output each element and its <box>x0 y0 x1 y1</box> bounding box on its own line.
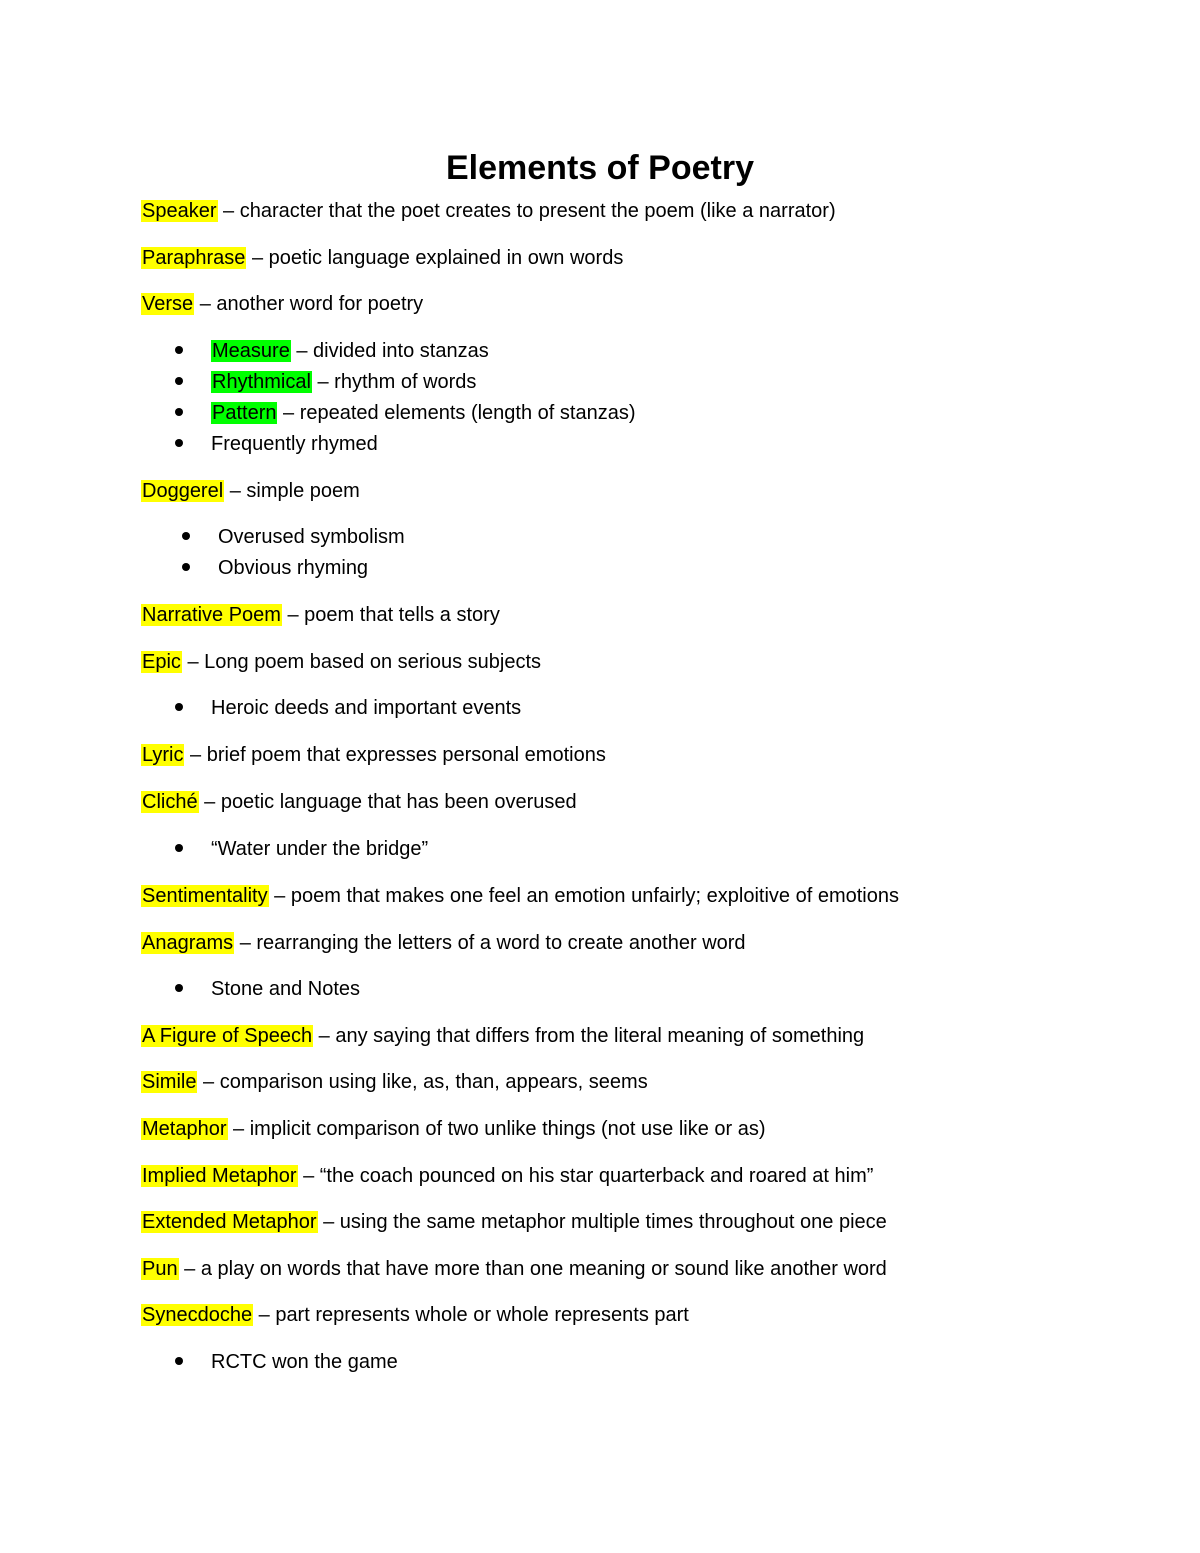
term-doggerel: Doggerel <box>142 480 224 502</box>
entry-extended-metaphor <box>141 1209 887 1235</box>
entry-lyric <box>141 742 606 768</box>
list-item-text: RCTC won the game <box>211 1351 398 1373</box>
definition: – repeated elements (length of stanzas) <box>277 402 636 424</box>
term-metaphor: Metaphor <box>142 1118 227 1140</box>
bullet-icon <box>182 563 190 571</box>
definition: – any saying that differs from the literal meaning of something <box>313 1025 865 1047</box>
list-item <box>175 695 521 721</box>
definition: – comparison using like, as, than, appears, seems <box>197 1071 648 1093</box>
term-lyric: Lyric <box>142 744 184 766</box>
bullet-icon <box>175 844 183 852</box>
entry-cliche <box>141 789 577 815</box>
definition: – poetic language explained in own words <box>246 247 624 269</box>
bullet-icon <box>175 377 183 385</box>
definition: – implicit comparison of two unlike things (not use like or as) <box>227 1118 766 1140</box>
definition: – divided into stanzas <box>290 340 489 362</box>
entry-epic <box>141 649 541 675</box>
list-item-pattern <box>175 400 635 426</box>
entry-metaphor <box>141 1116 766 1142</box>
list-item-rhythmical <box>175 369 476 395</box>
list-item-text: Obvious rhyming <box>218 557 369 579</box>
list-item-text: Frequently rhymed <box>211 433 378 455</box>
list-item <box>182 555 368 581</box>
definition: – character that the poet creates to present the poem (like a narrator) <box>217 200 836 222</box>
entry-doggerel <box>141 478 360 504</box>
term-narrative-poem: Narrative Poem <box>142 604 281 626</box>
definition: – rhythm of words <box>311 371 477 393</box>
bullet-icon <box>175 984 183 992</box>
term-speaker: Speaker <box>142 200 217 222</box>
list-item <box>175 1349 398 1375</box>
definition: – poetic language that has been overused <box>198 791 577 813</box>
list-item-measure <box>175 338 489 364</box>
list-item <box>175 976 360 1002</box>
entry-paraphrase <box>141 245 623 271</box>
term-paraphrase: Paraphrase <box>142 247 246 269</box>
entry-pun <box>141 1256 887 1282</box>
definition: – simple poem <box>224 480 360 502</box>
bullet-icon <box>175 408 183 416</box>
list-item-text: Stone and Notes <box>211 978 360 1000</box>
list-item <box>175 431 378 457</box>
term-sentimentality: Sentimentality <box>142 885 268 907</box>
term-pun: Pun <box>142 1258 178 1280</box>
entry-simile <box>141 1069 648 1095</box>
list-item-text: “Water under the bridge” <box>211 838 429 860</box>
entry-anagrams <box>141 930 746 956</box>
definition: – brief poem that expresses personal emotions <box>184 744 606 766</box>
entry-sentimentality <box>141 883 899 909</box>
term-synecdoche: Synecdoche <box>142 1304 253 1326</box>
term-simile: Simile <box>142 1071 197 1093</box>
bullet-icon <box>182 532 190 540</box>
term-implied-metaphor: Implied Metaphor <box>142 1165 297 1187</box>
entry-speaker <box>141 198 836 224</box>
definition: – rearranging the letters of a word to create another word <box>234 932 746 954</box>
bullet-icon <box>175 346 183 354</box>
term-pattern: Pattern <box>212 402 277 424</box>
bullet-icon <box>175 703 183 711</box>
definition: – Long poem based on serious subjects <box>181 651 542 673</box>
definition: – poem that makes one feel an emotion unfairly; exploitive of emotions <box>268 885 899 907</box>
list-item <box>182 524 405 550</box>
term-anagrams: Anagrams <box>142 932 234 954</box>
term-verse: Verse <box>142 293 194 315</box>
list-item <box>175 836 428 862</box>
definition: – another word for poetry <box>194 293 424 315</box>
entry-implied-metaphor <box>141 1163 873 1189</box>
definition: – part represents whole or whole represents part <box>253 1304 689 1326</box>
definition: – poem that tells a story <box>281 604 500 626</box>
bullet-icon <box>175 1357 183 1365</box>
term-figure-of-speech: A Figure of Speech <box>142 1025 313 1047</box>
bullet-icon <box>175 439 183 447</box>
entry-narrative-poem <box>141 602 500 628</box>
entry-synecdoche <box>141 1302 689 1328</box>
term-cliche: Cliché <box>142 791 198 813</box>
entry-verse <box>141 291 423 317</box>
definition: – “the coach pounced on his star quarterback and roared at him” <box>297 1165 874 1187</box>
term-extended-metaphor: Extended Metaphor <box>142 1211 317 1233</box>
page-title: Elements of Poetry <box>446 149 754 187</box>
definition: – using the same metaphor multiple times throughout one piece <box>317 1211 887 1233</box>
definition: – a play on words that have more than one meaning or sound like another word <box>178 1258 887 1280</box>
term-rhythmical: Rhythmical <box>212 371 311 393</box>
term-epic: Epic <box>142 651 181 673</box>
term-measure: Measure <box>212 340 290 362</box>
list-item-text: Overused symbolism <box>218 526 405 548</box>
entry-figure-of-speech <box>141 1023 864 1049</box>
list-item-text: Heroic deeds and important events <box>211 697 522 719</box>
